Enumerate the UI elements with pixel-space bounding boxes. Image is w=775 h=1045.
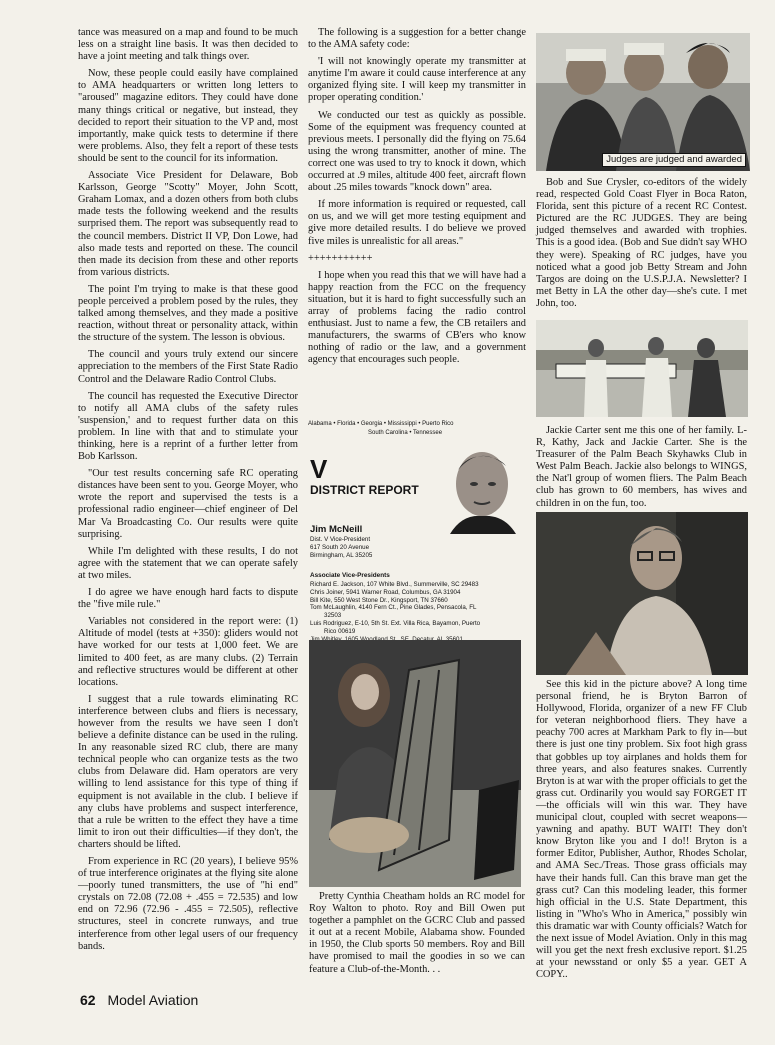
carter-family-photo (536, 320, 748, 417)
vp-portrait-photo (440, 444, 520, 534)
column-middle (308, 27, 526, 371)
paragraph: The following is a suggestion for a better change to the AMA safety code: (308, 27, 526, 51)
caption-cynthia (309, 891, 525, 981)
vp-title: Dist. V Vice-President (310, 536, 371, 543)
paragraph: The council and yours truly extend our sincere appreciation to the members of the First State Radio Control and the Delaware Radio Control Clubs. (78, 349, 298, 385)
bryton-barron-photo (536, 512, 748, 675)
paragraph: The point I'm trying to make is that these good people perceived a problem posed by the rules, they talked among themselves, and they made a positive reaction, without threat or personality attack, within the structure of the system. The lesson is obvious. (78, 283, 298, 344)
avp-line: Tom McLaughlin, 4140 Fern Ct., Pine Glades, Pensacola, FL (310, 604, 477, 612)
paragraph: Bob and Sue Crysler, co-editors of the widely read, respected Gold Coast Flyer in Boca Raton, Florida, sent this picture of a recent RC Contest. Pictured are the RC JUDGES. They are being judged themselves and awarded with trophies. This is a good idea. (Bob and Sue didn't say WHO they were). Speaking of RC judges, have you noticed what a good job Betty Stream and John Targos are doing on the U.S.P.J.A. Newsletter? I met Betty in LA the other day—she's cute. I met John, too. (536, 177, 747, 309)
paragraph: Jackie Carter sent me this one of her family. L-R, Kathy, Jack and Jackie Carter. She is the Treasurer of the Palm Beach Skyhawks Club in West Palm Beach. Jackie also belongs to WINGS, the Nat'l group of women fliers. The Palm Beach club has grown to 60 members, has wives and children in on the fun, too. (536, 425, 747, 509)
states-line: Alabama • Florida • Georgia • Mississippi • Puerto Rico (308, 421, 454, 427)
paragraph: The council has requested the Executive Director to notify all AMA clubs of the safety rules 'suspension,' and to request further data on this problem. In line with that and to stimulate your thinking, here is a reprint of a further letter from Bob Karlsson. (78, 390, 298, 463)
paragraph: While I'm delighted with these results, I do not agree with the statement that we can operate safely at two miles. (78, 545, 298, 581)
paragraph: tance was measured on a map and found to be much less on a straight line basis. It was then decided to have a joint meeting and talk things over. (78, 27, 298, 63)
paragraph: I hope when you read this that we will have had a happy reaction from the FCC on the frequency situation, but it is hard to fight successfully such an array of problems facing the radio control enthusiast. Just to name a few, the CB retailers and manufacturers, the swarms of CB'ers who know nothing of radio or the law, and a government agency that encourages such people. (308, 269, 526, 366)
avp-line: Rico 00619 (324, 627, 356, 635)
cynthia-model-photo (309, 640, 521, 887)
vp-street: 617 South 20 Avenue (310, 544, 370, 552)
paragraph: I do agree we have enough hard facts to dispute the "five mile rule." (78, 587, 298, 611)
paragraph: Variables not considered in the report were: (1) Altitude of model (tests at +350): gliders would not have worked for our tests at 1,000 feet. We are limited to 400 feet, as are many clubs. (2) Terrain and reflective structures would be different at other locations. (78, 616, 298, 688)
judges-photo (536, 33, 750, 171)
page-number: 62 (80, 992, 96, 1008)
paragraph: See this kid in the picture above? A long time personal friend, he is Bryton Barron of Hollywood, Florida, organizer of a new FF Club for veteran neighborhood fliers. They have a peachy 700 acres at Markham Park to fly in—but there is just one tiny problem. Six foot high grass that gobbles up toy airplanes and holds them for three years, and also features snakes. Currently Bryton is at war with the proper officials to get the grass cut. Ordinarily you would say FORGET IT—the officials will win this war. They have municipal clout, coupled with secret weapons—yawning and apathy. BUT WAIT! They don't know Bryton like you and I do!! Bryton is a former Editor, Publisher, Author, Rhodes Scholar, and AMA Sec./Treas. Those grass officials may have their hands full. Can this brave man get the grass cut? Can this modeling leader, this former high official in the U.S. State Department, this listing in "Who's Who in America," possibly win this dramatic war with County officials? Watch for the next issue of Model Aviation. Only in this mag will you get the next fresh exclusive report. $1.25 at your newsstand or only $5 a year. GET A COPY.. (536, 679, 747, 981)
paragraph: We conducted our test as quickly as possible. Some of the equipment was frequency counted at previous meets. I personally did the flying on 75.64 using the wrong transmitter, another of mine. The correct one was used to try to knock it down, which occurred at .9 miles, altitude 400 feet, aircraft flown about .25 miles towards "knock down" area. (308, 109, 526, 194)
column-left (78, 27, 298, 958)
avp-line: Chris Joiner, 5941 Warner Road, Columbus, GA 31904 (310, 588, 461, 596)
district-numeral: V (310, 454, 328, 484)
paragraph: From experience in RC (20 years), I believe 95% of true interference originates at the flying site alone—poorly tuned transmitters, the use of "hi end" crystals on 72.08 (72.08 + .455 = 72.535) and low end on 72.96 (72.96 - .455 = 72.505), reflective structures, steel in concrete runways, and true interference from other legal users of our frequency bands. (78, 856, 298, 952)
avp-line: Richard E. Jackson, 107 White Blvd., Summerville, SC 29483 (310, 581, 479, 588)
column-right-bryton (536, 679, 747, 986)
states-line: South Carolina • Tennessee (368, 430, 443, 436)
paragraph: Associate Vice President for Delaware, Bob Karlsson, George "Scotty" Moyer, John Scott, Graham Lomax, and a dozen others from both clubs made tests the following weekend and the results surprised them. The report was subsequently read to the council members. District II VP, Don Lowe, had also made tests and reported on these. The council then made its decision from these and other reports from various districts. (78, 170, 298, 278)
separator: +++++++++++ (308, 252, 373, 264)
vp-city: Birmingham, AL 35205 (310, 552, 373, 560)
page-footer (80, 992, 198, 1008)
paragraph: If more information is required or requested, call on us, and we will get more testing equipment and give more detailed results. I do believe we proved five miles is unrealistic for all areas." (308, 199, 526, 247)
avp-line: 32503 (324, 612, 342, 620)
district-report-title: DISTRICT REPORT (310, 483, 419, 497)
avp-line: Luis Rodriguez, E-10, 5th St. Ext. Villa Rica, Bayamon, Puerto (310, 619, 481, 627)
avp-line: Bill Kite, 550 West Stone Dr., Kingsport, TN 37660 (310, 596, 448, 604)
paragraph: 'I will not knowingly operate my transmitter at anytime I'm aware it could cause interference at any organized flying site. I will keep my transmitter in proper operating condition.' (308, 56, 526, 104)
magazine-title: Model Aviation (107, 992, 199, 1008)
district-report-box (308, 420, 526, 635)
column-right-carter (536, 425, 747, 515)
caption-text: Pretty Cynthia Cheatham holds an RC model for Roy Walton to photo. Roy and Bill Owen put together a pamphlet on the GCRC Club and passed it out at a recent Mobile, Alabama show. Founded in 1950, the Club sports 50 members. Roy and Bill have promised to mail the goodies in so we can feature a Club-of-the-Month. . . (309, 891, 525, 975)
column-right-judges (536, 177, 747, 315)
vp-name: Jim McNeill (310, 524, 363, 535)
paragraph: I suggest that a rule towards eliminating RC interference between clubs and fliers is necessary, however from the results we have seen I don't believe a definite distance can be used in the ruling. In any reasonable sized RC club, there are many technical people who can organize tests as the two clubs from Delaware did. Ham operators are very willing to lend assistance for this type of thing if equipment is not available in the club. I believe if any clubs have problems and suspect interference, that a rule be written to the effect they have a time limit to iron out their difficulties—if they don't, the charters should be lifted. (78, 693, 298, 850)
paragraph: Now, these people could easily have complained to AMA headquarters or written long letters to "aroused" magazine editors. They could have done many things critical or negative, but instead, they decided to report their situation to the VP and, most importantly, make quick tests to determine if there were problems. Also, they felt a report of these tests should be sent to the council for its information. (78, 68, 298, 164)
judges-photo-tag: Judges are judged and awarded (602, 153, 746, 167)
vp-address (310, 536, 372, 561)
paragraph: "Our test results concerning safe RC operating distances have been sent to you. George Moyer, who wrote the report and supervised the tests is a professional radio engineer—chief engineer of Del Mar Va Broadcasting Co. Our results were quite surprising. (78, 468, 298, 540)
avp-heading: Associate Vice-Presidents (310, 572, 390, 579)
